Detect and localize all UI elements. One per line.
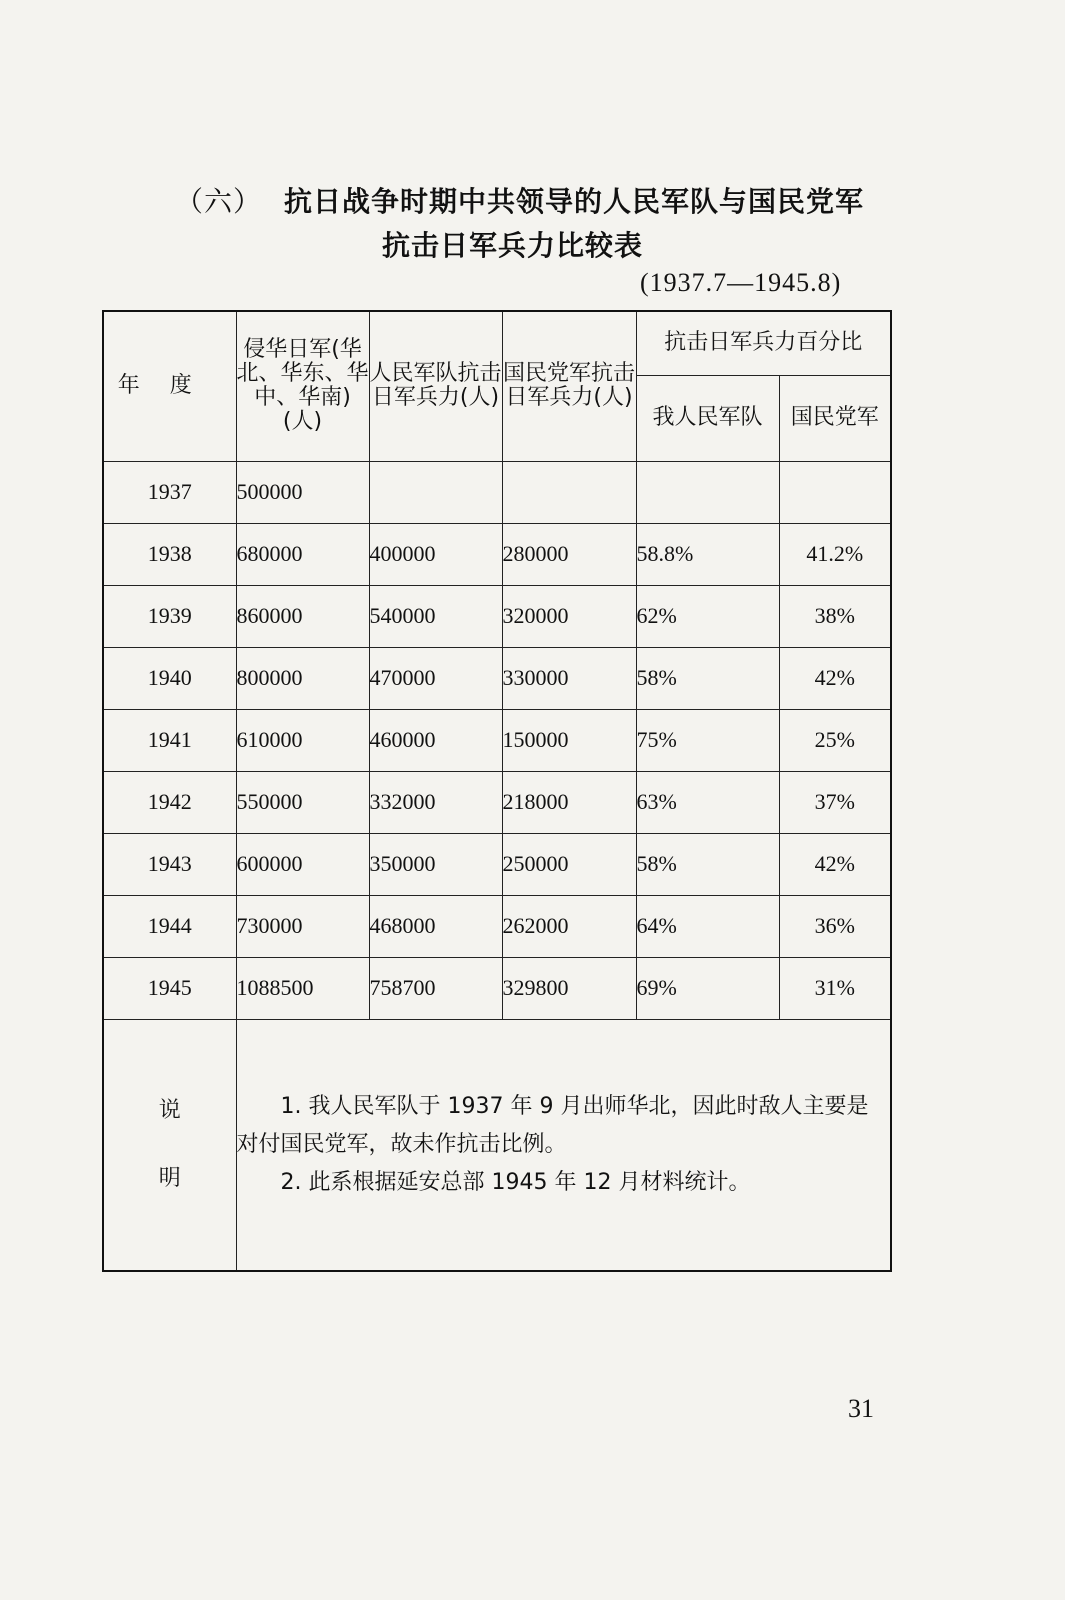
cell-pct-kmt [779, 461, 891, 523]
cell-year: 1938 [103, 523, 236, 585]
table-row [103, 461, 891, 523]
table-row [103, 647, 891, 709]
cell-japanese: 550000 [236, 771, 369, 833]
header-kmt-army: 国民党军抗击日军兵力(人) [502, 311, 636, 461]
cell-pct-people: 58% [636, 833, 779, 895]
cell-kmt [502, 461, 636, 523]
cell-people: 758700 [369, 957, 502, 1019]
cell-year: 1940 [103, 647, 236, 709]
date-range: (1937.7—1945.8) [640, 268, 842, 297]
cell-japanese: 1088500 [236, 957, 369, 1019]
cell-pct-kmt: 31% [779, 957, 891, 1019]
cell-pct-kmt: 42% [779, 833, 891, 895]
cell-people: 460000 [369, 709, 502, 771]
cell-pct-kmt: 42% [779, 647, 891, 709]
header-people-army: 人民军队抗击日军兵力(人) [369, 311, 502, 461]
cell-pct-kmt: 25% [779, 709, 891, 771]
page-title [175, 180, 864, 220]
cell-japanese: 860000 [236, 585, 369, 647]
cell-pct-kmt: 38% [779, 585, 891, 647]
cell-japanese: 600000 [236, 833, 369, 895]
cell-kmt: 280000 [502, 523, 636, 585]
cell-people [369, 461, 502, 523]
section-number: （六） [175, 185, 263, 218]
cell-people: 332000 [369, 771, 502, 833]
cell-kmt: 218000 [502, 771, 636, 833]
cell-kmt: 320000 [502, 585, 636, 647]
cell-year: 1942 [103, 771, 236, 833]
cell-year: 1941 [103, 709, 236, 771]
cell-year: 1945 [103, 957, 236, 1019]
cell-pct-kmt: 37% [779, 771, 891, 833]
header-year: 年度 [103, 311, 236, 461]
table-row [103, 523, 891, 585]
cell-pct-people [636, 461, 779, 523]
note-2: 2. 此系根据延安总部 1945 年 12 月材料统计。 [280, 1169, 751, 1195]
cell-year: 1939 [103, 585, 236, 647]
cell-people: 540000 [369, 585, 502, 647]
cell-people: 350000 [369, 833, 502, 895]
notes-label-char-1: 说 [158, 1097, 181, 1123]
cell-year: 1937 [103, 461, 236, 523]
notes-body [236, 1019, 891, 1271]
cell-kmt: 329800 [502, 957, 636, 1019]
cell-japanese: 730000 [236, 895, 369, 957]
cell-pct-people: 69% [636, 957, 779, 1019]
page-subtitle: 抗击日军兵力比较表 [382, 229, 644, 262]
cell-pct-people: 63% [636, 771, 779, 833]
table-row [103, 957, 891, 1019]
cell-kmt: 262000 [502, 895, 636, 957]
title-line-1: 抗日战争时期中共领导的人民军队与国民党军 [284, 185, 865, 218]
header-percentage-group: 抗击日军兵力百分比 [636, 311, 891, 375]
cell-pct-kmt: 41.2% [779, 523, 891, 585]
cell-kmt: 150000 [502, 709, 636, 771]
header-pct-people: 我人民军队 [636, 375, 779, 461]
cell-japanese: 500000 [236, 461, 369, 523]
cell-japanese: 680000 [236, 523, 369, 585]
cell-kmt: 250000 [502, 833, 636, 895]
cell-kmt: 330000 [502, 647, 636, 709]
notes-row [103, 1019, 891, 1271]
cell-year: 1944 [103, 895, 236, 957]
notes-label [103, 1019, 236, 1271]
cell-people: 470000 [369, 647, 502, 709]
cell-pct-people: 58.8% [636, 523, 779, 585]
notes-label-char-2: 明 [158, 1165, 181, 1191]
table-row [103, 895, 891, 957]
table-row [103, 771, 891, 833]
cell-pct-kmt: 36% [779, 895, 891, 957]
header-row-1 [103, 311, 891, 375]
header-pct-kmt: 国民党军 [779, 375, 891, 461]
cell-pct-people: 58% [636, 647, 779, 709]
header-japanese-troops: 侵华日军(华北、华东、华中、华南)(人) [236, 311, 369, 461]
cell-japanese: 610000 [236, 709, 369, 771]
cell-pct-people: 62% [636, 585, 779, 647]
comparison-table [102, 310, 892, 1272]
cell-people: 400000 [369, 523, 502, 585]
table-row [103, 709, 891, 771]
note-1: 1. 我人民军队于 1937 年 9 月出师华北，因此时敌人主要是对付国民党军，故未作抗击比例。 [236, 1093, 869, 1157]
table-row [103, 585, 891, 647]
cell-pct-people: 75% [636, 709, 779, 771]
page-number: 31 [848, 1394, 874, 1423]
cell-year: 1943 [103, 833, 236, 895]
table-row [103, 833, 891, 895]
cell-japanese: 800000 [236, 647, 369, 709]
cell-pct-people: 64% [636, 895, 779, 957]
cell-people: 468000 [369, 895, 502, 957]
